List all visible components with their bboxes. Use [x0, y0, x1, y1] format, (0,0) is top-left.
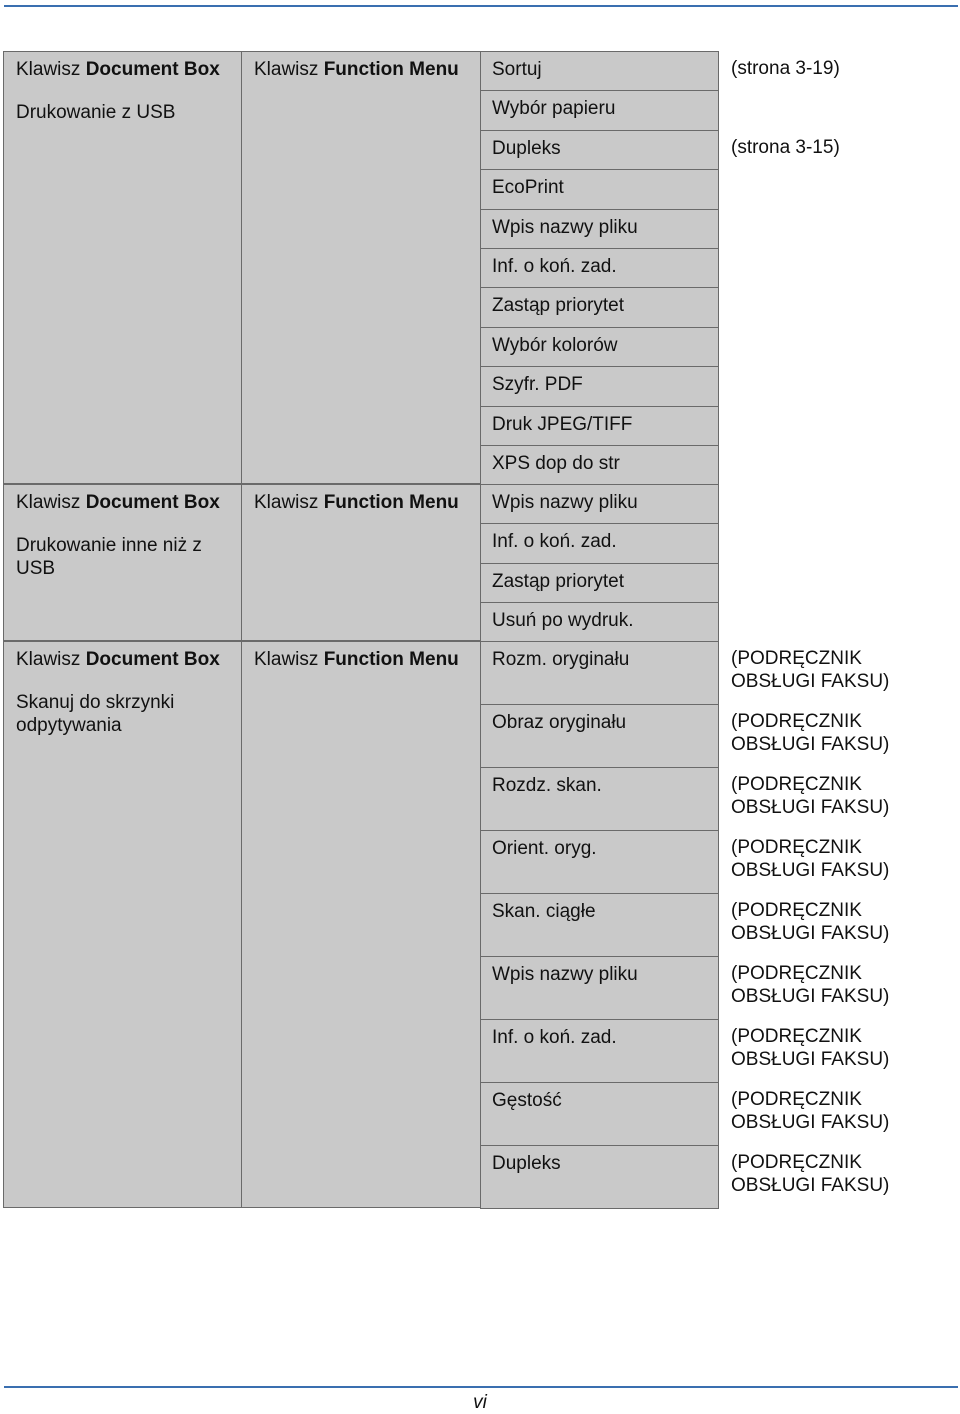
key-prefix: Klawisz: [254, 59, 324, 80]
menu-item-label: Druk JPEG/TIFF: [492, 413, 633, 435]
function-menu-key-label: [254, 648, 459, 671]
page-reference: (PODRĘCZNIK OBSŁUGI FAKSU): [731, 774, 890, 818]
document-box-column: [3, 641, 242, 1208]
menu-item-label: Wpis nazwy pliku: [492, 492, 638, 513]
function-menu-key-label: [254, 58, 459, 81]
document-box-key-label: [16, 58, 220, 81]
menu-item-label: Obraz oryginału: [492, 712, 627, 733]
menu-item: [480, 523, 719, 563]
key-prefix: Klawisz: [16, 649, 86, 670]
menu-item-label: XPS dop do str: [492, 453, 620, 474]
function-menu-column: [241, 51, 481, 484]
menu-item: [480, 1019, 719, 1083]
menu-item-label: Zastąp priorytet: [492, 570, 624, 592]
menu-item-label: Dupleks: [492, 1153, 561, 1174]
page-reference: (PODRĘCZNIK OBSŁUGI FAKSU): [731, 1152, 890, 1196]
page-number: vi: [473, 1392, 487, 1413]
menu-item-label: Wybór papieru: [492, 98, 616, 120]
menu-item-label: EcoPrint: [492, 177, 564, 199]
menu-item: [480, 90, 719, 130]
menu-item-label: Dupleks: [492, 137, 561, 159]
menu-item-label: Orient. oryg.: [492, 838, 597, 859]
menu-item-label: Gęstość: [492, 1090, 562, 1111]
menu-item-label: Skan. ciągłe: [492, 901, 596, 922]
menu-item: [480, 366, 719, 406]
menu-item: [480, 248, 719, 288]
menu-item: [480, 327, 719, 367]
menu-item: [480, 563, 719, 603]
menu-item-label: Rozm. oryginału: [492, 649, 630, 670]
document-box-column: [3, 51, 242, 484]
menu-item: [480, 484, 719, 524]
mode-label: Skanuj do skrzynki odpytywania: [16, 692, 175, 736]
menu-item-label: Zastąp priorytet: [492, 295, 624, 317]
menu-item: [480, 767, 719, 831]
page-reference: (strona 3-15): [731, 136, 840, 158]
function-menu-key-label: [254, 491, 459, 514]
page-reference: (strona 3-19): [731, 58, 840, 79]
menu-item: [480, 130, 719, 170]
key-name: Function Menu: [323, 59, 459, 80]
menu-item: [480, 209, 719, 249]
key-prefix: Klawisz: [254, 492, 324, 513]
page-reference: (PODRĘCZNIK OBSŁUGI FAKSU): [731, 1089, 890, 1133]
top-rule: [4, 5, 958, 7]
menu-item-label: Szyfr. PDF: [492, 374, 583, 396]
menu-item-label: Wybór kolorów: [492, 334, 618, 356]
page-reference: (PODRĘCZNIK OBSŁUGI FAKSU): [731, 1026, 890, 1070]
document-box-column: [3, 484, 242, 641]
key-name: Function Menu: [323, 492, 459, 513]
key-prefix: Klawisz: [16, 59, 86, 80]
key-prefix: Klawisz: [254, 649, 324, 670]
mode-label: Drukowanie inne niż z USB: [16, 535, 202, 579]
menu-item-label: Inf. o koń. zad.: [492, 1027, 617, 1048]
menu-item-label: Usuń po wydruk.: [492, 609, 634, 631]
menu-item: [480, 287, 719, 327]
menu-item: [480, 956, 719, 1020]
bottom-rule: [4, 1386, 958, 1388]
key-name: Document Box: [85, 492, 220, 513]
page-reference: (PODRĘCZNIK OBSŁUGI FAKSU): [731, 963, 890, 1007]
menu-item-label: Rozdz. skan.: [492, 775, 602, 796]
menu-item-label: Wpis nazwy pliku: [492, 216, 638, 238]
menu-item-label: Inf. o koń. zad.: [492, 531, 617, 553]
menu-item: [480, 445, 719, 485]
menu-item: [480, 51, 719, 91]
page-reference: (PODRĘCZNIK OBSŁUGI FAKSU): [731, 711, 890, 755]
menu-item: [480, 169, 719, 209]
menu-item-label: Sortuj: [492, 59, 542, 80]
document-box-key-label: [16, 648, 220, 671]
page-reference: (PODRĘCZNIK OBSŁUGI FAKSU): [731, 900, 890, 944]
key-name: Document Box: [85, 649, 220, 670]
document-box-key-label: [16, 491, 220, 514]
function-menu-column: [241, 484, 481, 641]
key-name: Function Menu: [323, 649, 459, 670]
menu-item: [480, 830, 719, 894]
menu-item: [480, 893, 719, 957]
menu-item-label: Inf. o koń. zad.: [492, 256, 617, 277]
menu-item: [480, 704, 719, 768]
page-reference: (PODRĘCZNIK OBSŁUGI FAKSU): [731, 837, 890, 881]
mode-label: Drukowanie z USB: [16, 102, 176, 123]
menu-item: [480, 1145, 719, 1209]
page-reference: (PODRĘCZNIK OBSŁUGI FAKSU): [731, 648, 890, 692]
menu-item: [480, 641, 719, 705]
menu-item: [480, 1082, 719, 1146]
menu-item-label: Wpis nazwy pliku: [492, 964, 638, 985]
menu-item: [480, 406, 719, 446]
function-menu-column: [241, 641, 481, 1208]
key-prefix: Klawisz: [16, 492, 86, 513]
menu-item: [480, 602, 719, 642]
key-name: Document Box: [85, 59, 220, 80]
